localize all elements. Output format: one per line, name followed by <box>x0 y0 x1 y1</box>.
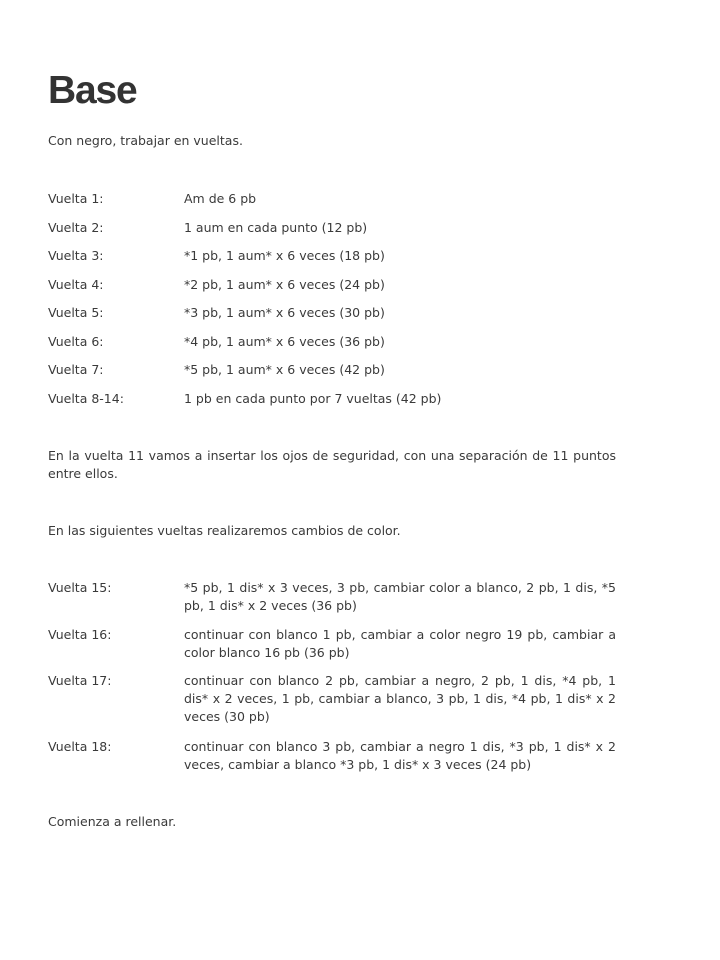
outro-text: Comienza a rellenar. <box>48 814 177 829</box>
round-instruction: *5 pb, 1 aum* x 6 veces (42 pb) <box>184 362 385 377</box>
round-label: Vuelta 7: <box>48 362 104 377</box>
round-instruction: *5 pb, 1 dis* x 3 veces, 3 pb, cambiar color a blanco, 2 pb, 1 dis, *5 pb, 1 dis* x 2 veces (36 pb) <box>184 580 616 613</box>
round-label: Vuelta 18: <box>48 739 112 754</box>
round-label: Vuelta 15: <box>48 580 112 595</box>
round-label: Vuelta 16: <box>48 627 112 642</box>
round-label: Vuelta 2: <box>48 219 104 235</box>
round-instruction: continuar con blanco 1 pb, cambiar a color negro 19 pb, cambiar a color blanco 16 pb (36 pb) <box>184 627 616 660</box>
round-instruction: *3 pb, 1 aum* x 6 veces (30 pb) <box>184 305 385 320</box>
round-instruction: *1 pb, 1 aum* x 6 veces (18 pb) <box>184 248 385 263</box>
round-instruction: Am de 6 pb <box>184 191 257 206</box>
page-title: Base <box>48 69 137 112</box>
round-instruction: *2 pb, 1 aum* x 6 veces (24 pb) <box>184 276 385 292</box>
round-instruction: continuar con blanco 2 pb, cambiar a negro, 2 pb, 1 dis, *4 pb, 1 dis* x 2 veces, 1 pb, cambiar a blanco, 3 pb, 1 dis, *4 pb, 1 dis* x 2 veces (30 pb) <box>184 673 616 724</box>
round-label: Vuelta 1: <box>48 191 104 206</box>
round-label: Vuelta 8-14: <box>48 390 124 406</box>
round-instruction: 1 aum en cada punto (12 pb) <box>184 219 368 235</box>
round-instruction: continuar con blanco 3 pb, cambiar a negro 1 dis, *3 pb, 1 dis* x 2 veces, cambiar a blanco *3 pb, 1 dis* x 3 veces (24 pb) <box>184 739 616 772</box>
round-label: Vuelta 5: <box>48 305 104 320</box>
round-label: Vuelta 3: <box>48 248 104 263</box>
color-change-note: En las siguientes vueltas realizaremos cambios de color. <box>48 523 401 538</box>
round-instruction: 1 pb en cada punto por 7 vueltas (42 pb) <box>184 390 442 406</box>
round-label: Vuelta 6: <box>48 333 104 349</box>
round-label: Vuelta 4: <box>48 276 104 292</box>
eyes-note: En la vuelta 11 vamos a insertar los ojos de seguridad, con una separación de 11 puntos entre ellos. <box>48 448 616 481</box>
round-instruction: *4 pb, 1 aum* x 6 veces (36 pb) <box>184 333 385 349</box>
round-label: Vuelta 17: <box>48 673 112 688</box>
intro-text: Con negro, trabajar en vueltas. <box>48 133 243 148</box>
